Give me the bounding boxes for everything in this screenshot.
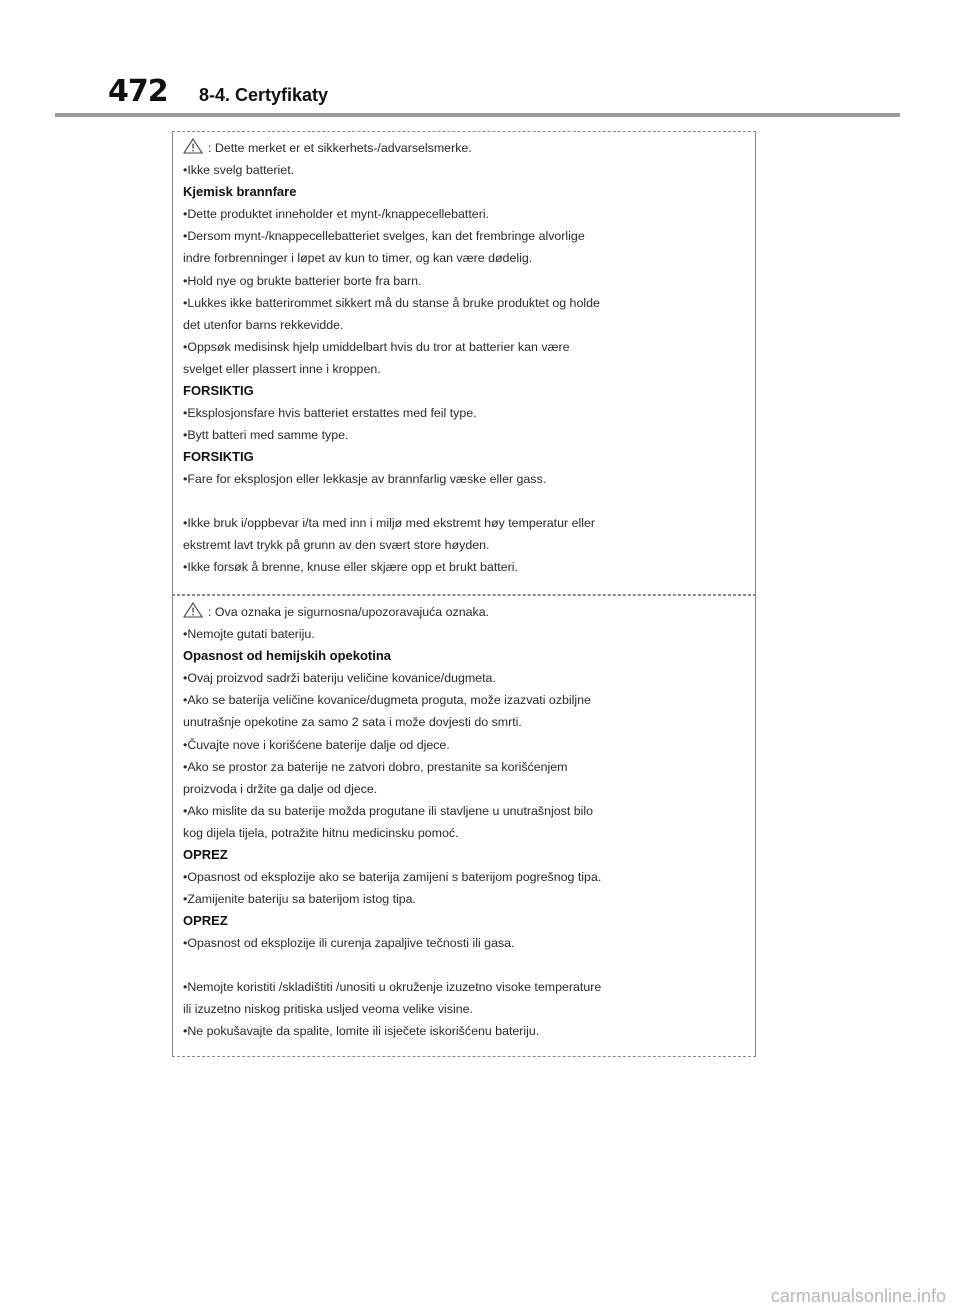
warning-text-line [183, 534, 755, 556]
warning-text-line [183, 512, 755, 534]
line-text: •Ako se baterija veličine kovanice/dugmeta proguta, može izazvati ozbiljne [183, 693, 591, 708]
line-text: FORSIKTIG [183, 449, 254, 465]
warning-text-line [183, 998, 755, 1020]
warning-heading [183, 380, 755, 402]
line-text: •Nemojte koristiti /skladištiti /unositi u okruženje izuzetno visoke temperature [183, 979, 602, 994]
warning-heading [183, 645, 755, 667]
line-text: unutrašnje opekotine za samo 2 sata i može dovjesti do smrti. [183, 715, 522, 730]
warning-text-line [183, 689, 755, 711]
warning-text-line [183, 976, 755, 998]
line-text: •Dette produktet inneholder et mynt-/knappecellebatteri. [183, 207, 490, 222]
warning-text-line [183, 623, 755, 645]
section-title: 8-4. Certyfikaty [199, 85, 329, 105]
warning-text-line [183, 336, 755, 358]
warning-text-line [183, 358, 755, 380]
line-text: •Ako se prostor za baterije ne zatvori dobro, prestanite sa korišćenjem [183, 759, 568, 774]
line-text: ili izuzetno niskog pritiska usljed veoma velike visine. [183, 1001, 473, 1016]
warning-text-line [183, 1020, 755, 1042]
warning-text-line [183, 292, 755, 314]
line-text: OPREZ [183, 913, 228, 929]
line-text: •Dersom mynt-/knappecellebatteriet svelges, kan det frembringe alvorlige [183, 229, 585, 244]
warning-text-line [183, 424, 755, 446]
line-text: kog dijela tijela, potražite hitnu medicinsku pomoć. [183, 825, 459, 840]
line-text: •Zamijenite bateriju sa baterijom istog tipa. [183, 892, 416, 907]
warning-text-line [183, 866, 755, 888]
line-text: •Bytt batteri med samme type. [183, 428, 349, 443]
line-text: det utenfor barns rekkevidde. [183, 317, 344, 332]
line-text: •Ikke forsøk å brenne, knuse eller skjære opp et brukt batteri. [183, 559, 518, 574]
norwegian-warning-box [172, 131, 756, 595]
warning-text-line [183, 601, 755, 623]
line-text: •Lukkes ikke batterirommet sikkert må du stanse å bruke produktet og holde [183, 295, 600, 310]
warning-heading [183, 181, 755, 203]
warning-text-line [183, 468, 755, 490]
page-number: 472 [108, 74, 168, 109]
line-text: •Opasnost od eksplozije ako se baterija zamijeni s baterijom pogrešnog tipa. [183, 870, 602, 885]
line-text: •Ako mislite da su baterije možda progutane ili stavljene u unutrašnjost bilo [183, 803, 594, 818]
warning-text-line [183, 756, 755, 778]
line-text: indre forbrenninger i løpet av kun to timer, og kan være dødelig. [183, 251, 533, 266]
line-text: ekstremt lavt trykk på grunn av den svært store høyden. [183, 537, 490, 552]
warning-text-line [183, 402, 755, 424]
warning-text-line [183, 778, 755, 800]
warning-text-line [183, 932, 755, 954]
line-text: •Ikke svelg batteriet. [183, 163, 295, 178]
watermark: carmanualsonline.info [770, 1286, 946, 1306]
line-text: •Opasnost od eksplozije ili curenja zapaljive tečnosti ili gasa. [183, 936, 515, 951]
line-text: •Hold nye og brukte batterier borte fra barn. [183, 273, 422, 288]
line-text: : Ova oznaka je sigurnosna/upozoravajuća oznaka. [208, 605, 490, 619]
warning-text-line [183, 888, 755, 910]
warning-heading [183, 910, 755, 932]
header-divider [55, 113, 900, 117]
line-text: •Ne pokušavajte da spalite, lomite ili isječete iskorišćenu bateriju. [183, 1023, 540, 1038]
line-text: •Eksplosjonsfare hvis batteriet erstattes med feil type. [183, 406, 477, 421]
line-text: FORSIKTIG [183, 383, 254, 399]
line-text: svelget eller plassert inne i kroppen. [183, 361, 381, 376]
warning-heading [183, 446, 755, 468]
line-text: OPREZ [183, 847, 228, 863]
warning-triangle-icon [183, 602, 203, 618]
line-text: proizvoda i držite ga dalje od djece. [183, 781, 378, 796]
line-text: •Fare for eksplosjon eller lekkasje av brannfarlig væske eller gass. [183, 472, 547, 487]
warning-text-line [183, 203, 755, 225]
line-text: •Ovaj proizvod sadrži bateriju veličine kovanice/dugmeta. [183, 671, 496, 686]
warning-text-line [183, 270, 755, 292]
croatian-warning-box [172, 595, 756, 1057]
line-text: •Oppsøk medisinsk hjelp umiddelbart hvis du tror at batterier kan være [183, 339, 570, 354]
line-text: Opasnost od hemijskih opekotina [183, 648, 392, 664]
warning-text-line [183, 667, 755, 689]
warning-text-line [183, 314, 755, 336]
line-text: : Dette merket er et sikkerhets-/advarselsmerke. [208, 141, 472, 155]
line-text: •Ikke bruk i/oppbevar i/ta med inn i miljø med ekstremt høy temperatur eller [183, 515, 596, 530]
warning-text-line [183, 822, 755, 844]
warning-heading [183, 844, 755, 866]
line-text: Kjemisk brannfare [183, 184, 297, 200]
warning-text-line [183, 556, 755, 578]
warning-text-line [183, 734, 755, 756]
warning-triangle-icon [183, 138, 203, 154]
warning-text-line [183, 711, 755, 733]
warning-text-line [183, 159, 755, 181]
warning-text-line [183, 137, 755, 159]
warning-text-line [183, 225, 755, 247]
warning-text-line [183, 247, 755, 269]
warning-text-line [183, 800, 755, 822]
line-text: •Nemojte gutati bateriju. [183, 627, 315, 642]
line-text: •Čuvajte nove i korišćene baterije dalje od djece. [183, 737, 450, 752]
